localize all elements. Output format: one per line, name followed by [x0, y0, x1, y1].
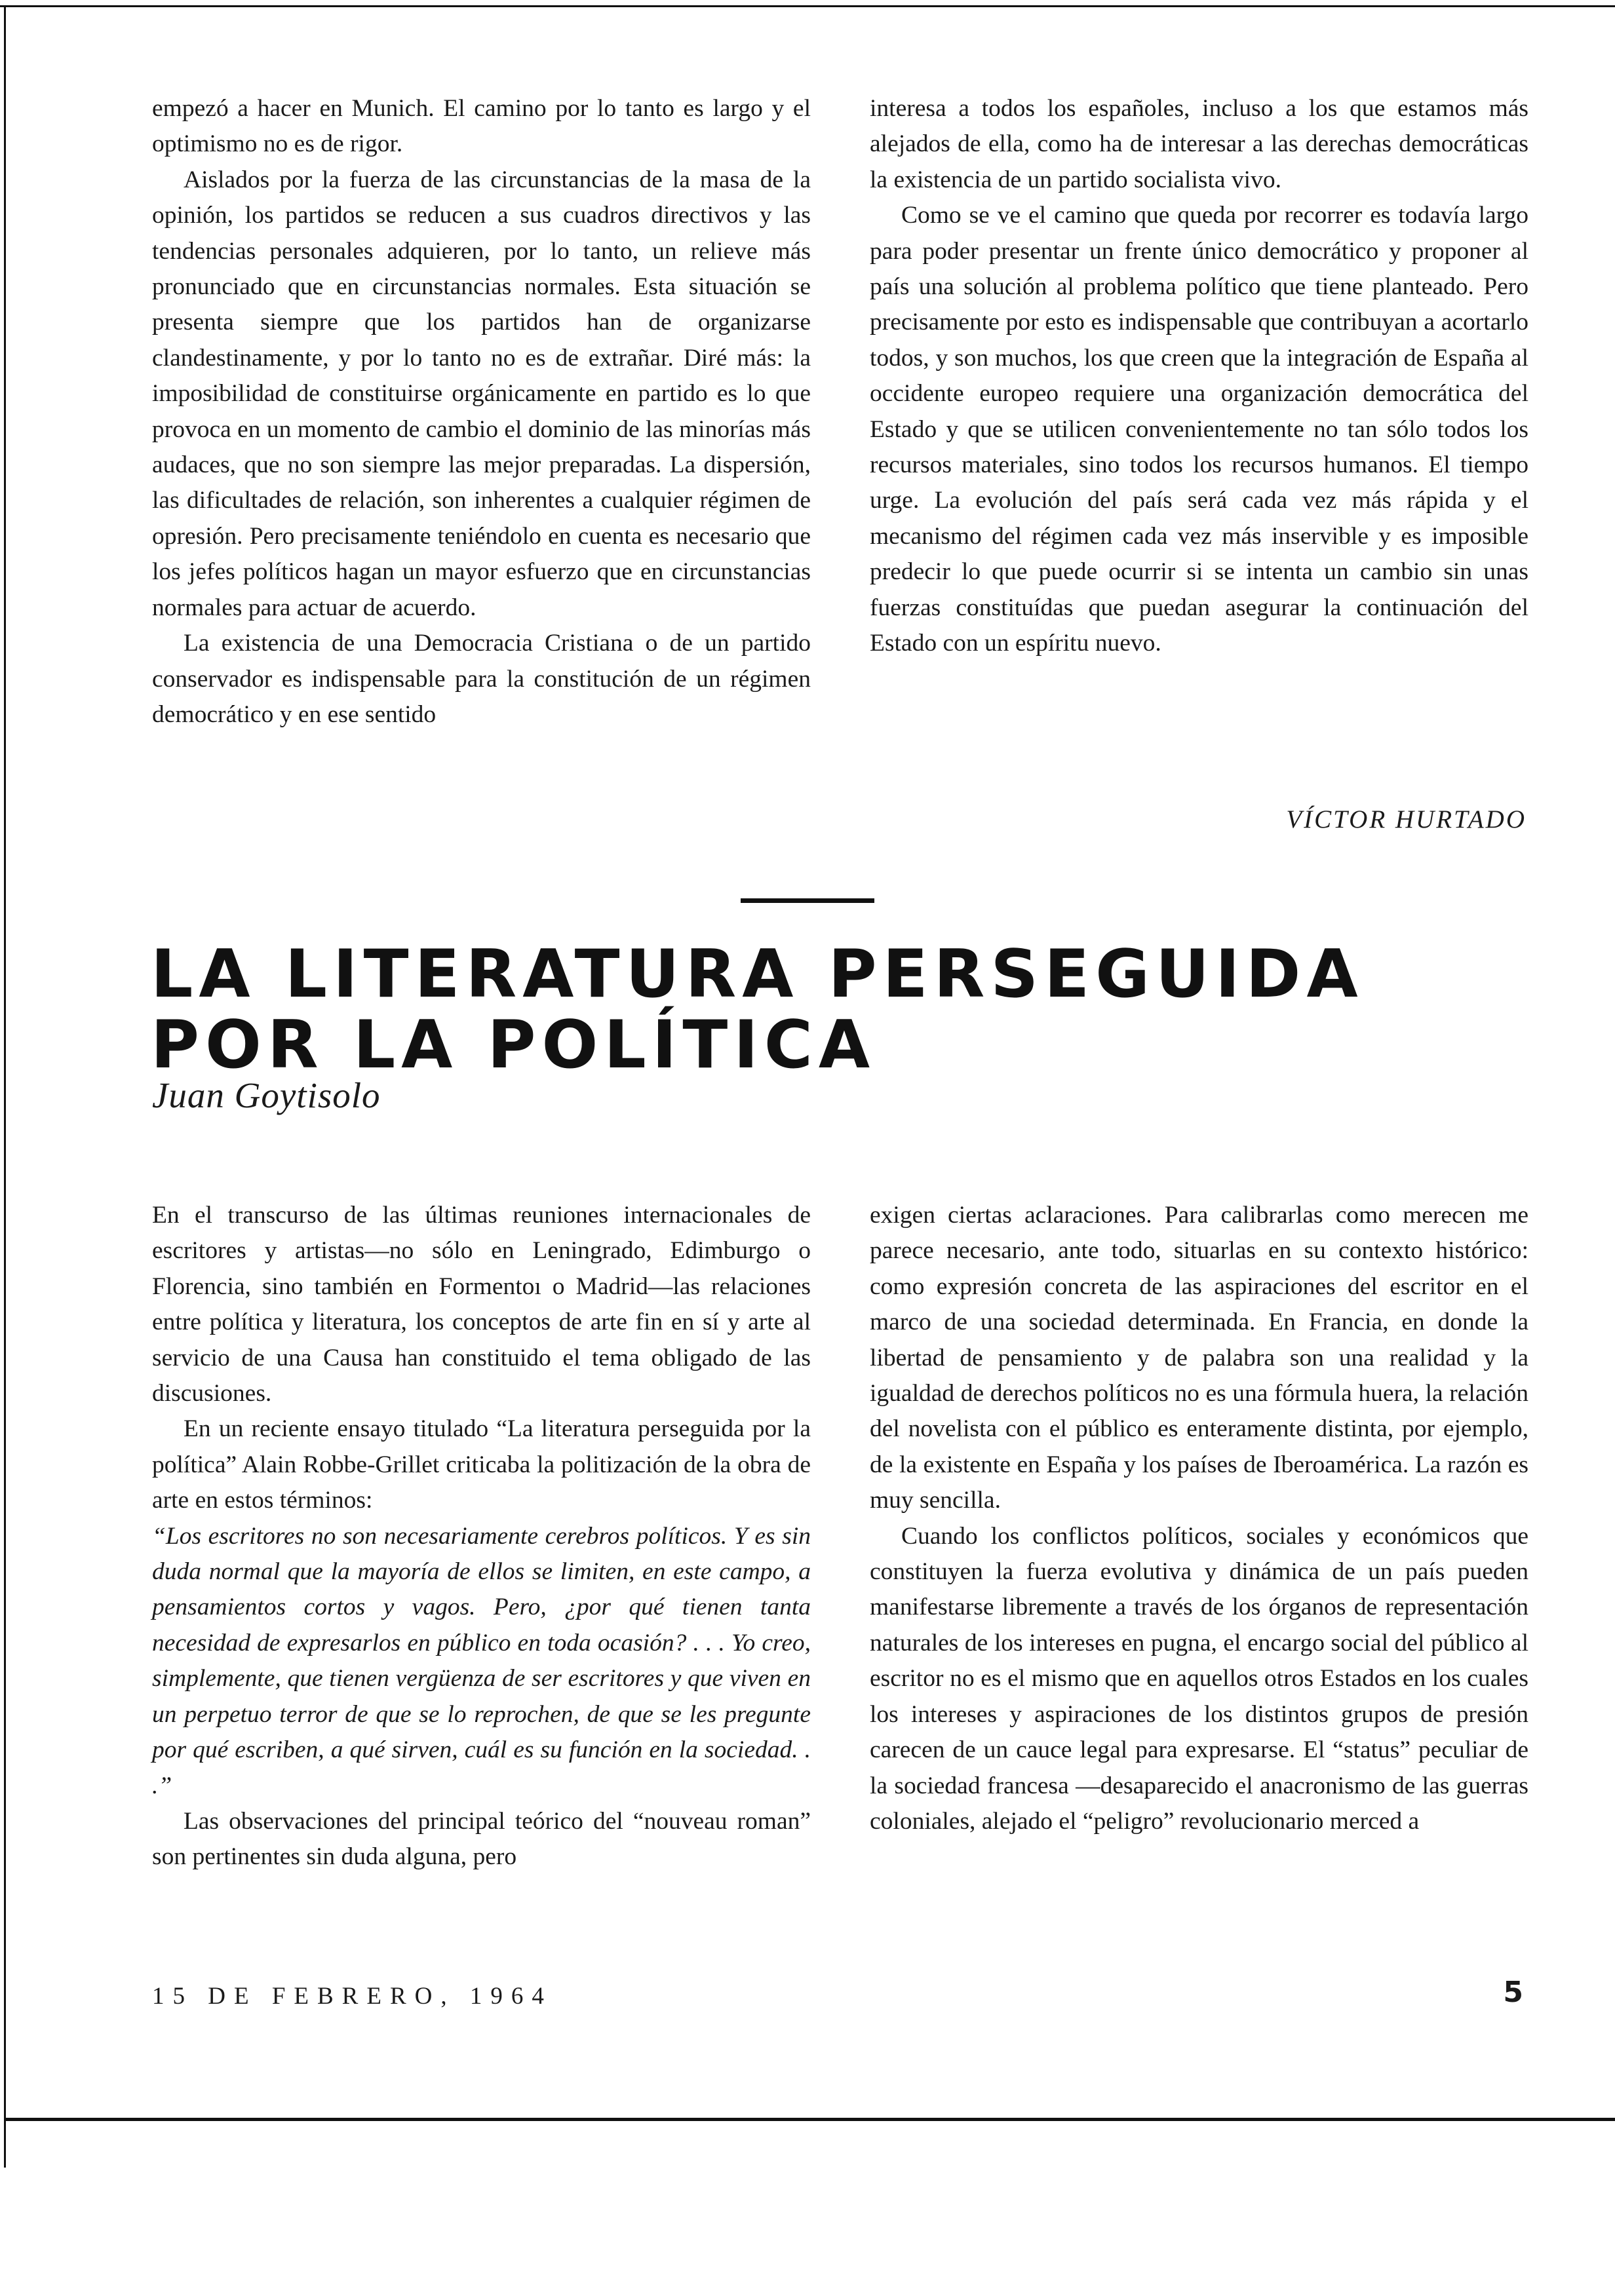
paragraph: En el transcurso de las últimas reuniones internacionales de escritores y artistas—no sólo en Leningrado, Edimburgo o Florencia, sino también en Formentoı o Madrid—las relaciones entre política y literatura, los conceptos de arte fin en sí y arte al servicio de una Causa han constituido el tema obligado de las discusiones.: [152, 1202, 811, 1407]
title-line-2: POR LA POLÍTICA: [151, 1006, 876, 1083]
paragraph: La existencia de una Democracia Cristiana o de un partido conservador es indispensable para la constitución de un régimen democrático y en ese sentido: [152, 630, 811, 728]
bottom-right-column: [870, 1198, 1528, 1839]
quote-paragraph: [152, 1519, 811, 1804]
bottom-border-line: [4, 2118, 1615, 2121]
bottom-left-column: [152, 1198, 811, 1875]
top-right-column: [870, 91, 1528, 662]
article-author: Juan Goytisolo: [152, 1075, 381, 1115]
quote-text: “Los escritores no son necesariamente cerebros políticos. Y es sin duda normal que la mayoría de ellos se limiten, en este campo, a pensamientos cortos y vagos. Pero, ¿por qué tienen tanta necesidad de expresarlos en público en toda ocasión? . . . Yo creo, simplemente, que tienen vergüenza de ser escritores y que viven en un perpetuo terror de que se lo reprochen, de que se les pregunte por qué escriben, a qué sirven, cuál es su función en la sociedad. . .”: [152, 1522, 811, 1799]
paragraph: Cuando los conflictos políticos, sociales y económicos que constituyen la fuerza evolutiva y dinámica de un país pueden manifestarse libremente a través de los órganos de representación naturales de los intereses en pugna, el encargo social del público al escritor no es el mismo que en aquellos otros Estados en los cuales los intereses y aspiraciones de los distintos grupos de presión carecen de un cauce legal para expresarse. El “status” peculiar de la sociedad francesa —desaparecido el anacronismo de las guerras coloniales, alejado el “peligro” revolucionario merced a: [870, 1522, 1528, 1835]
page-number: 5: [1503, 1976, 1523, 2009]
paragraph: interesa a todos los españoles, incluso a los que estamos más alejados de ella, como ha de interesar a las derechas democráticas la existencia de un partido socialista vivo.: [870, 95, 1528, 193]
paragraph: Como se ve el camino que queda por recorrer es todavía largo para poder presentar un frente único democrático y proponer al país una solución al problema político que tiene planteado. Pero precisamente por esto es indispensable que contribuyan a acortarlo todos, y son muchos, los que creen que la integración de España al occidente europeo requiere una organización democrática del Estado y que se utilicen convenientemente no tan sólo todos los recursos materiales, sino todos los recursos humanos. El tiempo urge. La evolución del país será cada vez más rápida y el mecanismo del régimen cada vez más inservible y es imposible predecir lo que puede ocurrir si se intenta un cambio sin unas fuerzas constituídas que puedan asegurar la continuación del Estado con un espíritu nuevo.: [870, 202, 1528, 657]
top-border-line: [0, 5, 1615, 7]
article-signature: VÍCTOR HURTADO: [1286, 805, 1527, 833]
article-title: [151, 935, 1364, 1083]
paragraph: empezó a hacer en Munich. El camino por lo tanto es largo y el optimismo no es de rigor.: [152, 95, 811, 158]
left-border-line: [4, 5, 6, 2168]
paragraph: En un reciente ensayo titulado “La literatura perseguida por la política” Alain Robbe-Grillet criticaba la politización de la obra de arte en estos términos:: [152, 1415, 811, 1514]
footer-date: 15 DE FEBRERO, 1964: [152, 1983, 553, 2010]
paragraph: Aislados por la fuerza de las circunstancias de la masa de la opinión, los partidos se reducen a sus cuadros directivos y las tendencias personales adquieren, por lo tanto, un relieve más pronunciado que en circunstancias normales. Esta situación se presenta siempre que los partidos han de organizarse clandestinamente, y por lo tanto no es de extrañar. Diré más: la imposibilidad de constituirse orgánicamente en partido es lo que provoca en un momento de cambio el dominio de las minorías más audaces, que no son siempre las mejor preparadas. La dispersión, las dificultades de relación, son inherentes a cualquier régimen de opresión. Pero precisamente teniéndolo en cuenta es necesario que los jefes políticos hagan un mayor esfuerzo que en circunstancias normales para actuar de acuerdo.: [152, 166, 811, 621]
paragraph: Las observaciones del principal teórico del “nouveau roman” son pertinentes sin duda alguna, pero: [152, 1807, 811, 1871]
paragraph: exigen ciertas aclaraciones. Para calibrarlas como merecen me parece necesario, ante todo, situarlas en su contexto histórico: como expresión concreta de las aspiraciones del escritor en el marco de una sociedad determinada. En Francia, en donde la libertad de pensamiento y de palabra son una realidad y la igualdad de derechos políticos no es una fórmula huera, la relación del novelista con el público es enteramente distinta, por ejemplo, de la existente en España y los países de Iberoamérica. La razón es muy sencilla.: [870, 1202, 1528, 1514]
top-left-column: [152, 91, 811, 733]
title-line-1: LA LITERATURA PERSEGUIDA: [151, 935, 1364, 1012]
section-divider: [741, 898, 874, 903]
